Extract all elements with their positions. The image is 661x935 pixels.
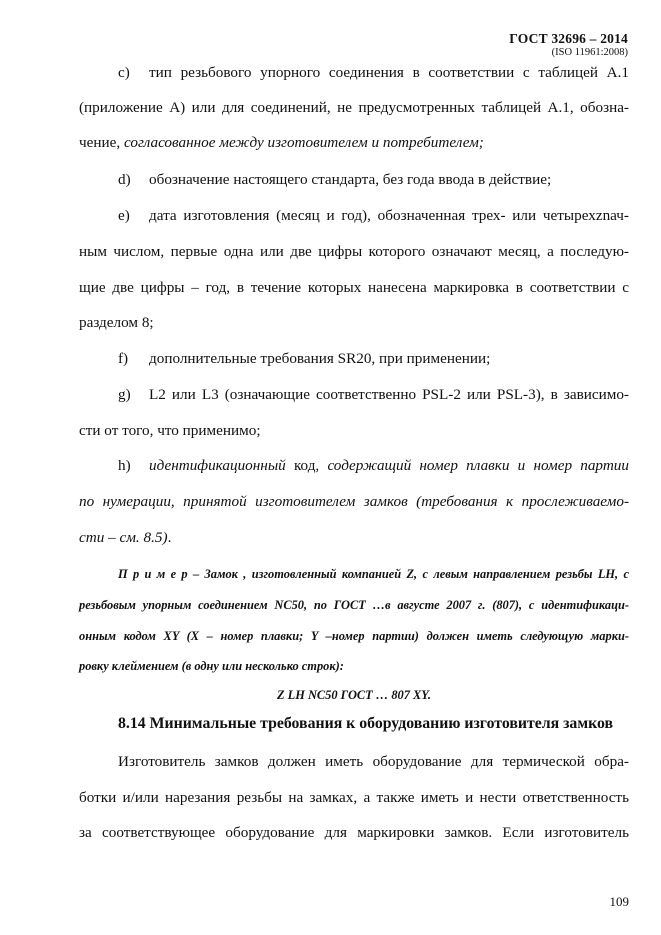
item-c-label: c) bbox=[118, 64, 130, 81]
item-c-line-2: (приложение А) или для соединений, не предусмотренных таблицей А.1, обозна- bbox=[79, 99, 629, 116]
example-note-line-2: резьбовым упорным соединением NC50, по ГОСТ …в августе 2007 г. (807), с идентификаци- bbox=[79, 598, 629, 612]
item-g-label: g) bbox=[118, 386, 131, 403]
item-h-label: h) bbox=[118, 457, 131, 474]
item-e-text: дата изготовления (месяц и год), обозначенная трех- или четырехznач- bbox=[149, 207, 629, 224]
item-e-line-4: разделом 8; bbox=[79, 314, 154, 331]
item-e-label: e) bbox=[118, 207, 130, 224]
section-paragraph-line-2: ботки и/или нарезания резьбы на замках, а также иметь и нести ответственность bbox=[79, 789, 629, 806]
item-h-text-plain: код, bbox=[285, 457, 328, 474]
page-number: 109 bbox=[609, 894, 629, 909]
item-f-text: дополнительные требования SR20, при применении; bbox=[149, 350, 491, 367]
section-paragraph-line-1: Изготовитель замков должен иметь оборудование для термической обра- bbox=[118, 753, 629, 770]
item-c-text-plain: чение, bbox=[79, 134, 124, 151]
section-heading: 8.14 Минимальные требования к оборудованию изготовителя замков bbox=[118, 715, 614, 732]
item-f-line-1 bbox=[118, 350, 629, 368]
item-g-text: L2 или L3 (означающие соответственно PSL-2 или PSL-3), в зависимо- bbox=[149, 386, 629, 403]
item-f-label: f) bbox=[118, 350, 129, 367]
item-h-line-2 bbox=[79, 493, 629, 511]
item-h-period: . bbox=[167, 529, 172, 546]
item-c-text: тип резьбового упорного соединения в соответствии с таблицей А.1 bbox=[149, 64, 629, 81]
item-c-line-1 bbox=[118, 64, 629, 82]
item-e-line-1 bbox=[118, 207, 629, 225]
iso-reference: (ISO 11961:2008) bbox=[551, 47, 628, 58]
example-note-line-1: П р и м е р – Замок , изготовленный компанией Z, с левым направлением резьбы LH, с bbox=[118, 567, 629, 581]
item-e-line-3: щие две цифры – год, в течение которых нанесена маркировка в соответствии с bbox=[79, 279, 629, 296]
item-d-label: d) bbox=[118, 171, 131, 188]
item-h-text-italic-1: идентификационный bbox=[149, 457, 286, 474]
section-paragraph-line-3: за соответствующее оборудование для маркировки замков. Если изготовитель bbox=[79, 824, 629, 841]
item-h-text-italic-4: сти – см. 8.5) bbox=[79, 529, 168, 546]
item-d-line-1 bbox=[118, 171, 629, 189]
example-note-line-4: ровку клеймением (в одну или несколько строк): bbox=[79, 659, 344, 673]
item-d-text: обозначение настоящего стандарта, без года ввода в действие; bbox=[149, 171, 552, 188]
item-c-line-3 bbox=[79, 134, 629, 152]
item-g-line-1 bbox=[118, 386, 629, 404]
item-h-line-1 bbox=[118, 457, 629, 475]
item-e-line-2: ным числом, первые одна или две цифры которого означают месяц, а последую- bbox=[79, 243, 629, 260]
marking-example: Z LH NC50 ГОСТ … 807 XY. bbox=[276, 688, 432, 702]
example-note-line-3: онным кодом XY (X – номер плавки; Y –номер партии) должен иметь следующую марки- bbox=[79, 629, 629, 643]
item-h-line-3 bbox=[79, 529, 629, 547]
item-c-text-italic: согласованное между изготовителем и потребителем; bbox=[123, 134, 484, 151]
item-g-line-2: сти от того, что применимо; bbox=[79, 422, 261, 439]
item-h-text-italic-2: содержащий номер плавки и номер партии bbox=[327, 457, 629, 474]
standard-designation: ГОСТ 32696 – 2014 bbox=[509, 31, 628, 46]
item-h-text-italic-3: по нумерации, принятой изготовителем замков (требования к прослеживаемо- bbox=[79, 493, 629, 510]
